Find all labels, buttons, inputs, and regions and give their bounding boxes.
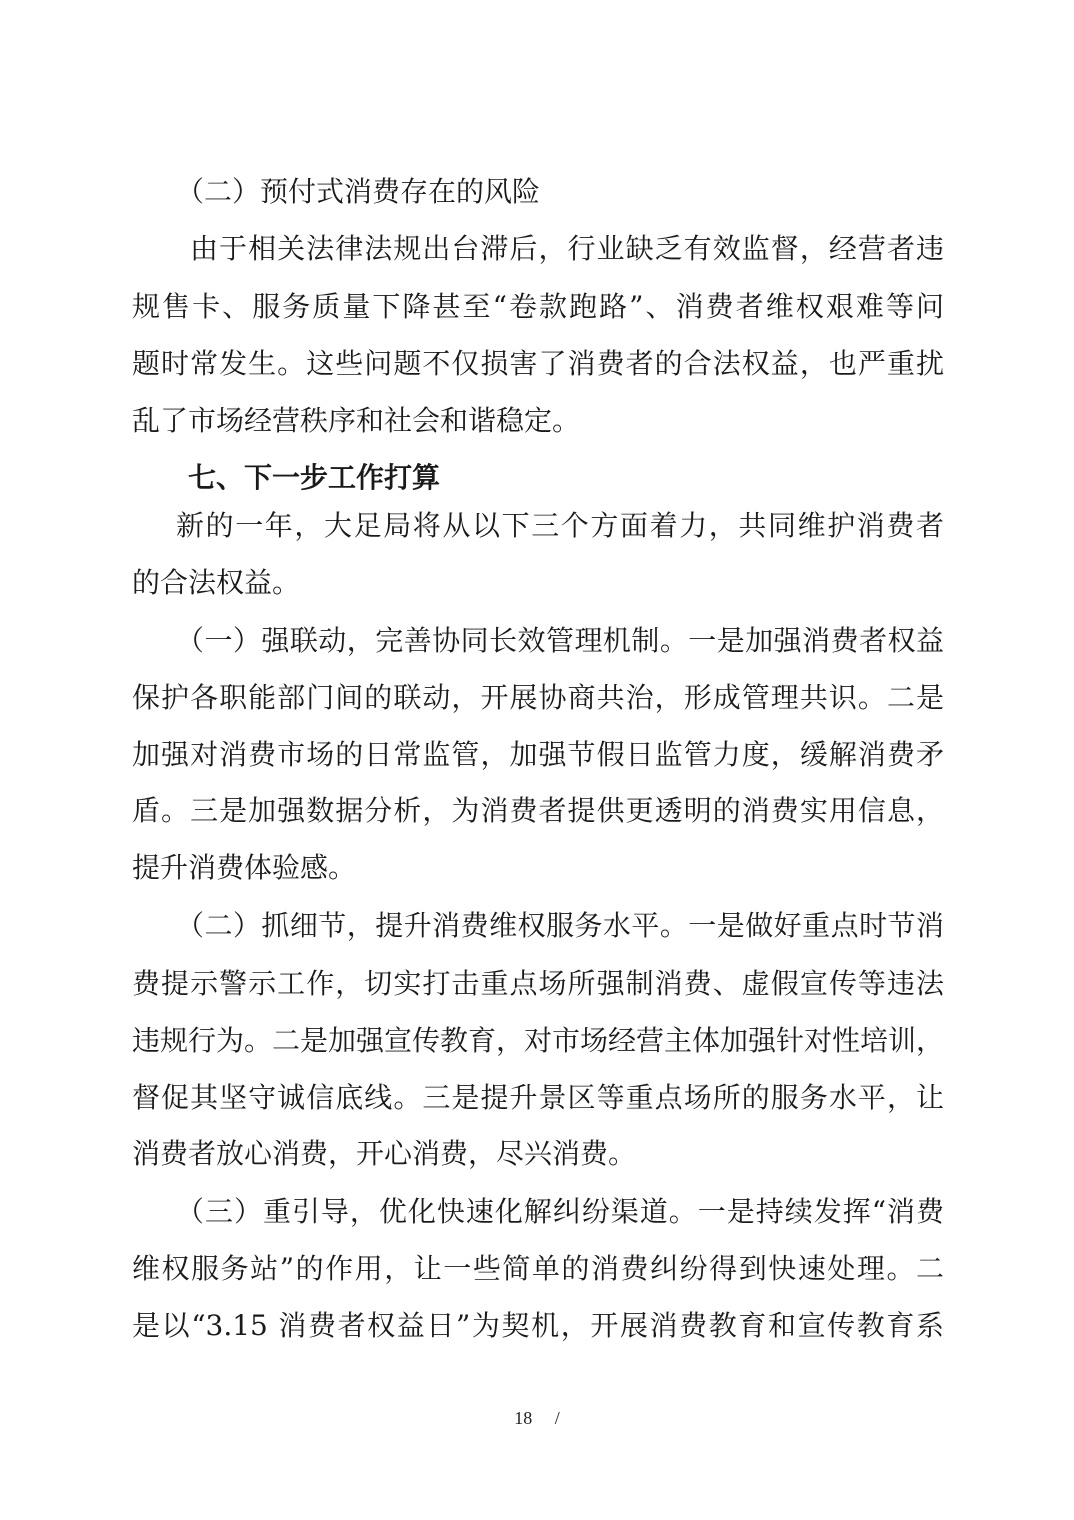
paragraph-line: （二）抓细节，提升消费维权服务水平。一是做好重点时节消 xyxy=(176,909,944,942)
page-footer xyxy=(0,1408,1074,1429)
paragraph-line: 是以“3.15 消费者权益日”为契机，开展消费教育和宣传教育系 xyxy=(132,1309,944,1342)
paragraph-line: 费提示警示工作，切实打击重点场所强制消费、虚假宣传等违法 xyxy=(132,967,944,1000)
paragraph-line: 盾。三是加强数据分析，为消费者提供更透明的消费实用信息， xyxy=(132,794,944,827)
paragraph-line: 规售卡、服务质量下降甚至“卷款跑路”、消费者维权艰难等问 xyxy=(132,290,944,323)
paragraph-line: 乱了市场经营秩序和社会和谐稳定。 xyxy=(132,404,581,437)
paragraph-line: 消费者放心消费，开心消费，尽兴消费。 xyxy=(132,1137,637,1170)
paragraph-line: 提升消费体验感。 xyxy=(132,851,357,884)
paragraph-line: 由于相关法律法规出台滞后，行业缺乏有效监督，经营者违 xyxy=(190,232,944,265)
paragraph-line: 加强对消费市场的日常监管，加强节假日监管力度，缓解消费矛 xyxy=(132,738,944,771)
paragraph-line: 的合法权益。 xyxy=(132,566,301,599)
paragraph-line: 违规行为。二是加强宣传教育，对市场经营主体加强针对性培训， xyxy=(132,1024,944,1057)
page-separator: / xyxy=(554,1408,560,1428)
paragraph-line: （一）强联动，完善协同长效管理机制。一是加强消费者权益 xyxy=(176,624,944,657)
paragraph-line: 题时常发生。这些问题不仅损害了消费者的合法权益，也严重扰 xyxy=(132,347,944,380)
paragraph-line: （三）重引导，优化快速化解纠纷渠道。一是持续发挥“消费 xyxy=(176,1195,944,1228)
section-heading: 七、下一步工作打算 xyxy=(188,461,441,494)
paragraph-line: 保护各职能部门间的联动，开展协商共治，形成管理共识。二是 xyxy=(132,681,944,714)
paragraph-line: 新的一年，大足局将从以下三个方面着力，共同维护消费者 xyxy=(176,509,944,542)
paragraph-line: 督促其坚守诚信底线。三是提升景区等重点场所的服务水平，让 xyxy=(132,1081,944,1114)
page-number: 18 xyxy=(514,1408,533,1428)
paragraph-line: 维权服务站”的作用，让一些简单的消费纠纷得到快速处理。二 xyxy=(132,1252,944,1285)
section-subheading: （二）预付式消费存在的风险 xyxy=(176,175,541,208)
